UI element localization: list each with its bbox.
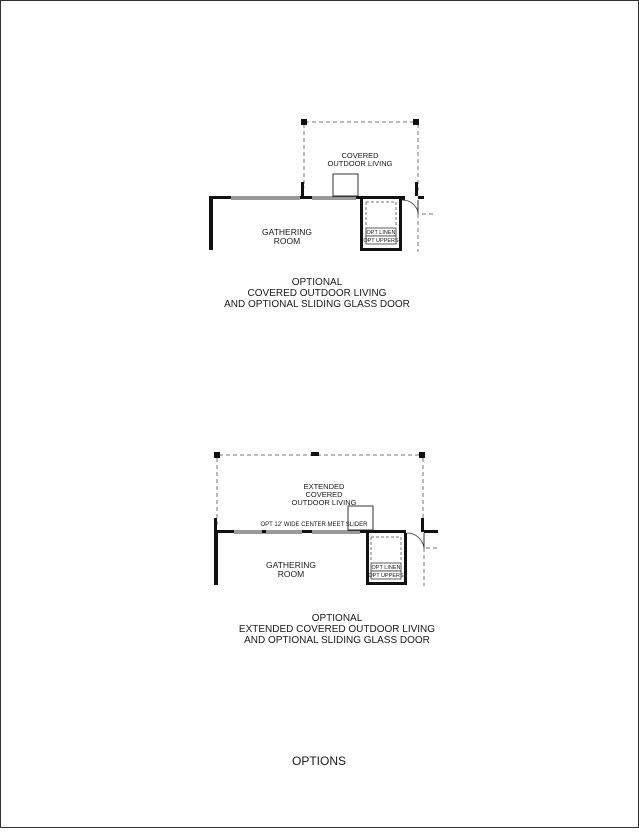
- room-label-covered: COVERED: [341, 151, 379, 160]
- door-swing: [402, 200, 418, 212]
- plan-caption: OPTIONAL: [291, 277, 343, 288]
- closet-wall: [369, 582, 404, 585]
- opt-linen-label: OPT LINEN: [371, 565, 401, 571]
- hearth-box: [333, 174, 358, 196]
- closet-wall: [399, 199, 402, 251]
- opt-linen-label: OPT LINEN: [366, 230, 396, 236]
- opt-uppers-label: OPT UPPERS: [368, 573, 404, 579]
- post: [301, 182, 304, 196]
- plan-caption: COVERED OUTDOOR LIVING: [247, 288, 387, 299]
- opt-uppers-label: OPT UPPERS: [363, 238, 399, 244]
- plan-caption: AND OPTIONAL SLIDING GLASS DOOR: [244, 635, 430, 646]
- wall-top: [360, 530, 406, 533]
- plan-covered-outdoor-living: [209, 119, 436, 310]
- plan-extended-covered-outdoor-living: [214, 452, 440, 646]
- plan-caption: AND OPTIONAL SLIDING GLASS DOOR: [224, 299, 410, 310]
- wall-top: [424, 530, 438, 533]
- wall-left: [214, 530, 218, 585]
- room-label-covered: OUTDOOR LIVING: [327, 159, 393, 168]
- post: [413, 119, 419, 125]
- wall-top: [418, 196, 424, 199]
- closet-wall: [404, 533, 407, 585]
- room-label-gathering: GATHERING: [266, 560, 316, 570]
- wall-top: [302, 530, 312, 533]
- page-border: [1, 1, 639, 828]
- room-label-gathering: ROOM: [277, 569, 305, 579]
- post: [419, 452, 425, 458]
- room-label-gathering: GATHERING: [262, 227, 312, 237]
- post: [214, 452, 220, 458]
- plan-caption: EXTENDED COVERED OUTDOOR LIVING: [238, 624, 436, 635]
- closet-wall: [363, 248, 399, 251]
- door-swing: [407, 533, 424, 548]
- wall-top: [356, 196, 402, 199]
- room-label-extended: COVERED: [305, 490, 343, 499]
- room-label-extended: OUTDOOR LIVING: [291, 498, 357, 507]
- wall-left: [209, 196, 213, 250]
- wall-top: [300, 196, 312, 199]
- plan-caption: OPTIONAL: [311, 613, 363, 624]
- post: [421, 518, 424, 532]
- post: [311, 452, 319, 456]
- room-label-extended: EXTENDED: [303, 482, 345, 491]
- post: [415, 182, 418, 196]
- room-label-gathering: ROOM: [273, 236, 301, 246]
- post: [214, 518, 217, 532]
- slider-note: OPT 12' WIDE CENTER MEET SLIDER: [260, 522, 368, 528]
- post: [301, 119, 307, 125]
- wall-top: [214, 530, 234, 533]
- page-title: OPTIONS: [291, 754, 347, 768]
- wall-top: [209, 196, 231, 199]
